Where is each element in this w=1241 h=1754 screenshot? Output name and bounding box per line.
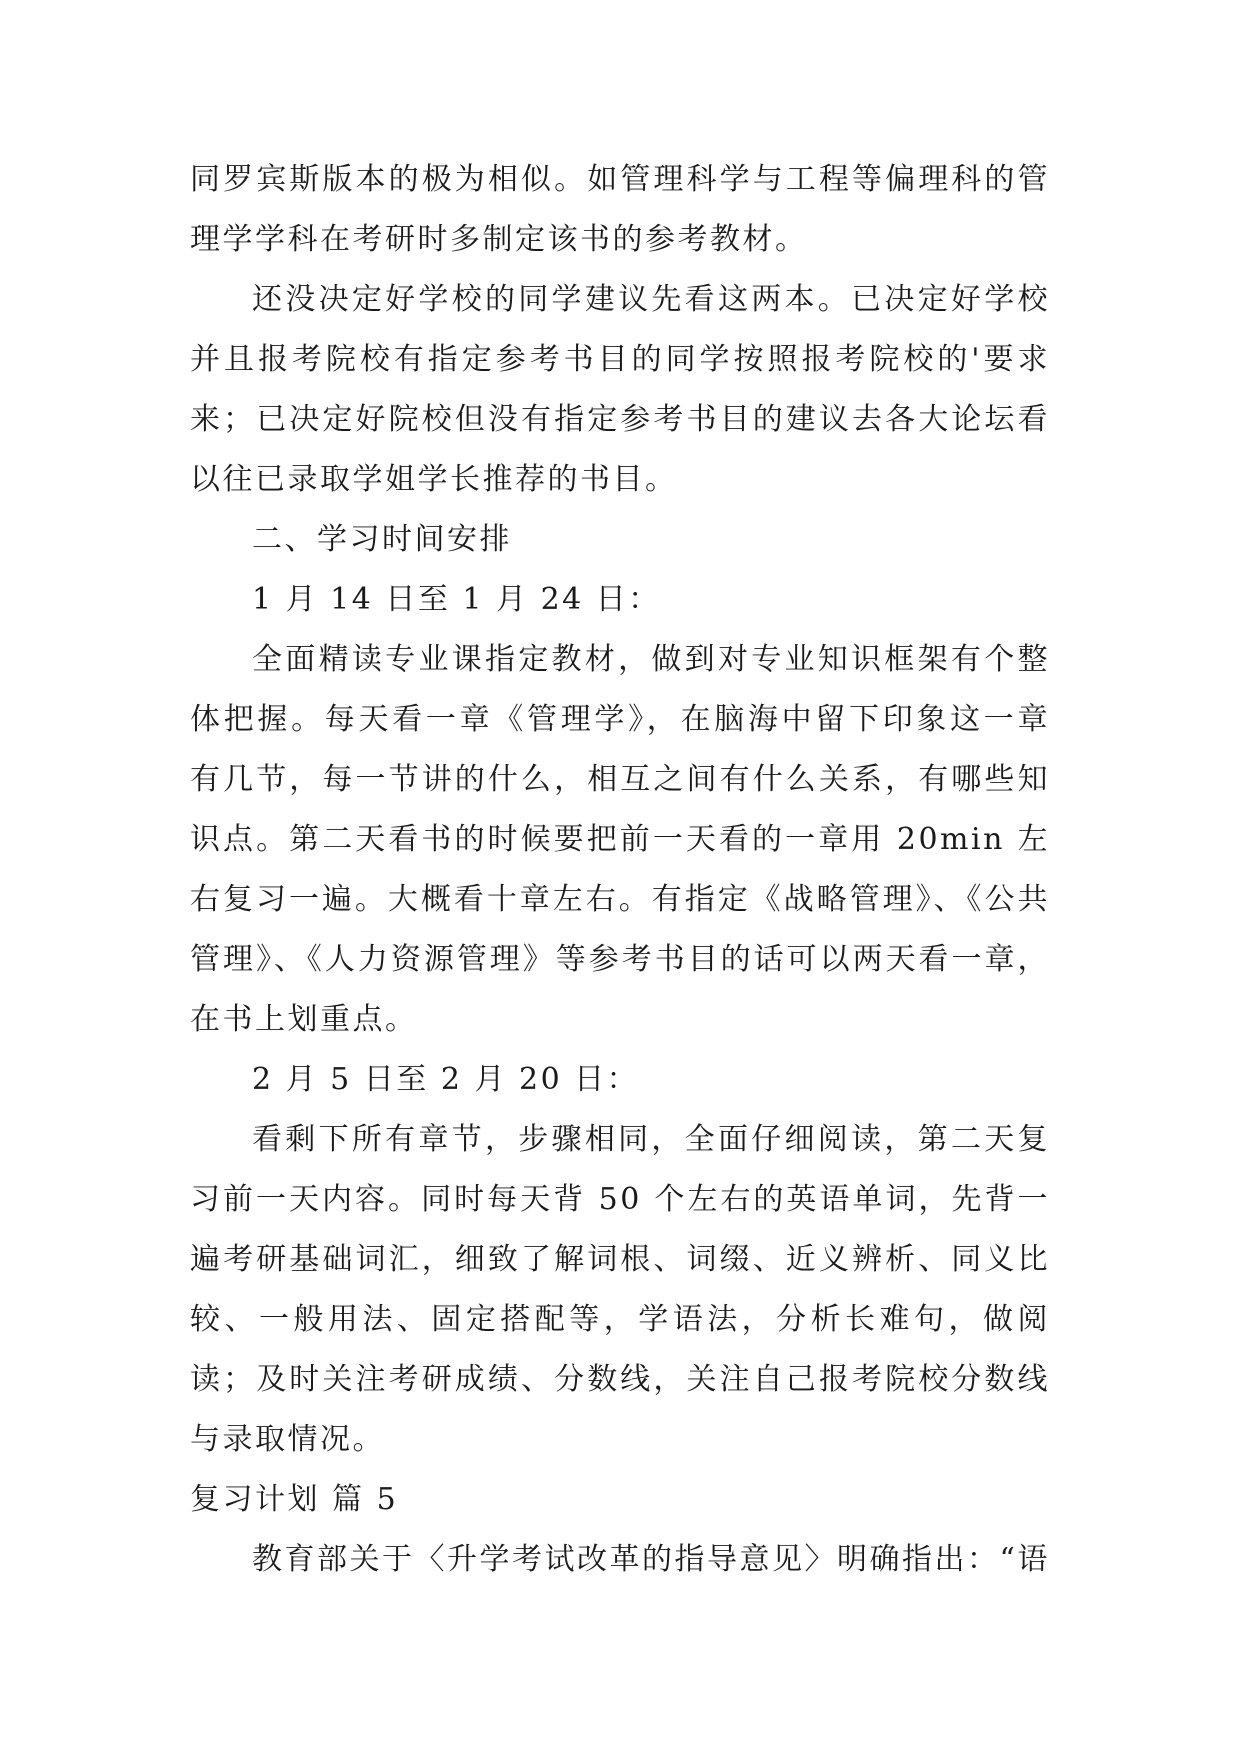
document-body [190, 150, 1050, 1590]
paragraph: 还没决定好学校的同学建议先看这两本。已决定好学校并且报考院校有指定参考书目的同学按照报考院校的'要求来；已决定好院校但没有指定参考书目的建议去各大论坛看以往已录取学姐学长推荐的书目。 [190, 282, 1050, 497]
article-title: 复习计划 篇 5 [190, 1482, 399, 1517]
section-heading: 二、学习时间安排 [252, 522, 512, 557]
date-range-heading: 2 月 5 日至 2 月 20 日： [252, 1062, 640, 1097]
paragraph: 教育部关于〈升学考试改革的指导意见〉明确指出：“语 [252, 1542, 1050, 1577]
paragraph: 看剩下所有章节，步骤相同，全面仔细阅读，第二天复习前一天内容。同时每天背 50 个左右的英语单词，先背一遍考研基础词汇，细致了解词根、词缀、近义辨析、同义比较、一般用法、固定搭配等，学语法，分析长难句，做阅读；及时关注考研成绩、分数线，关注自己报考院校分数线与录取情况。 [190, 1122, 1050, 1457]
paragraph: 全面精读专业课指定教材，做到对专业知识框架有个整体把握。每天看一章《管理学》，在脑海中留下印象这一章有几节，每一节讲的什么，相互之间有什么关系，有哪些知识点。第二天看书的时候要把前一天看的一章用 20min 左右复习一遍。大概看十章左右。有指定《战略管理》、《公共管理》、《人力资源管理》等参考书目的话可以两天看一章，在书上划重点。 [190, 642, 1050, 1037]
date-range-heading: 1 月 14 日至 1 月 24 日： [252, 582, 661, 617]
paragraph: 同罗宾斯版本的极为相似。如管理科学与工程等偏理科的管理学学科在考研时多制定该书的参考教材。 [190, 162, 1050, 257]
